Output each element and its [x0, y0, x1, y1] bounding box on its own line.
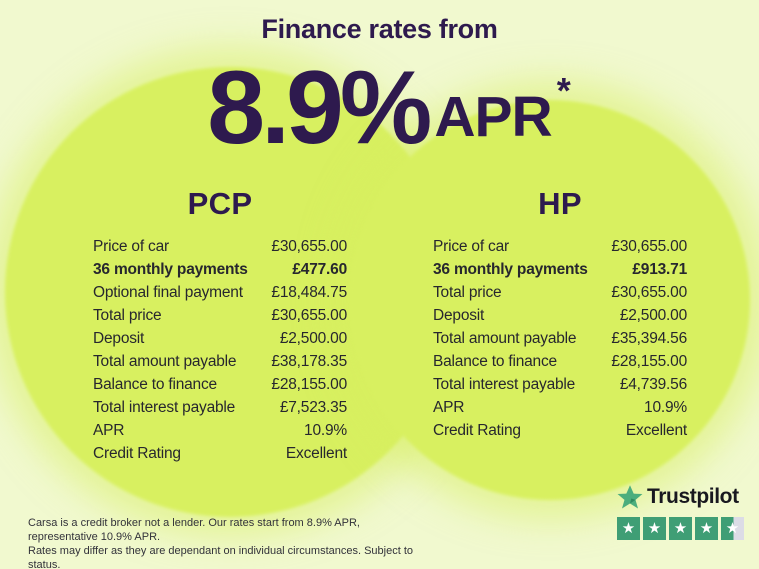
table-row — [433, 258, 687, 281]
row-value: £35,394.56 — [611, 330, 687, 347]
table-row — [93, 304, 347, 327]
row-label: 36 monthly payments — [93, 261, 248, 278]
pcp-table — [93, 186, 347, 465]
trustpilot-logo — [617, 484, 751, 510]
row-label: Total price — [93, 307, 162, 324]
trustpilot-widget[interactable] — [617, 484, 751, 540]
row-label: Total amount payable — [433, 330, 577, 347]
row-value: £477.60 — [292, 261, 347, 278]
disclaimer-line-2: Rates may differ as they are dependant on individual circumstances. Subject to status. — [28, 545, 414, 569]
table-row — [433, 373, 687, 396]
table-row — [93, 235, 347, 258]
trustpilot-star-icon — [617, 484, 643, 510]
table-row — [93, 419, 347, 442]
table-row — [93, 442, 347, 465]
table-row — [433, 304, 687, 327]
row-value: £18,484.75 — [271, 284, 347, 301]
row-label: Total amount payable — [93, 353, 237, 370]
row-value: £2,500.00 — [619, 307, 687, 324]
row-value: 10.9% — [644, 399, 687, 416]
row-value: £2,500.00 — [279, 330, 347, 347]
hp-table-rows — [433, 235, 687, 442]
row-value: £28,155.00 — [611, 353, 687, 370]
row-label: APR — [93, 422, 125, 439]
row-value: Excellent — [285, 445, 347, 462]
trustpilot-rating-stars — [617, 517, 751, 540]
trustpilot-star-box: ★ — [669, 517, 692, 540]
table-row — [93, 350, 347, 373]
row-value: £30,655.00 — [611, 284, 687, 301]
row-label: 36 monthly payments — [433, 261, 588, 278]
legal-disclaimer — [28, 516, 428, 569]
row-label: Price of car — [433, 238, 509, 255]
disclaimer-line-1: Carsa is a credit broker not a lender. Our rates start from 8.9% APR, representative 10.9% APR. — [28, 517, 360, 543]
row-label: Optional final payment — [93, 284, 243, 301]
pcp-table-title: PCP — [187, 186, 253, 221]
row-value: £30,655.00 — [271, 238, 347, 255]
table-row — [93, 281, 347, 304]
row-value: £28,155.00 — [271, 376, 347, 393]
row-label: Total interest payable — [433, 376, 576, 393]
table-row — [433, 235, 687, 258]
table-row — [93, 373, 347, 396]
row-label: Deposit — [93, 330, 145, 347]
trustpilot-star-box: ★ — [695, 517, 718, 540]
pcp-table-rows — [93, 235, 347, 465]
row-label: Balance to finance — [93, 376, 217, 393]
row-value: £913.71 — [632, 261, 687, 278]
table-row — [93, 258, 347, 281]
table-row — [433, 419, 687, 442]
row-label: Total interest payable — [93, 399, 236, 416]
headline-rate — [0, 50, 759, 166]
row-label: Deposit — [433, 307, 485, 324]
row-value: £30,655.00 — [271, 307, 347, 324]
row-label: APR — [433, 399, 465, 416]
table-row — [93, 396, 347, 419]
row-label: Balance to finance — [433, 353, 557, 370]
banner-title: Finance rates from — [261, 14, 498, 44]
row-value: 10.9% — [304, 422, 347, 439]
trustpilot-wordmark: Trustpilot — [647, 485, 739, 508]
table-row — [433, 350, 687, 373]
trustpilot-star-box: ★ — [643, 517, 666, 540]
row-label: Credit Rating — [93, 445, 181, 462]
table-row — [433, 327, 687, 350]
row-label: Price of car — [93, 238, 169, 255]
hp-table-title: HP — [538, 186, 582, 221]
trustpilot-star-box: ★ — [721, 517, 744, 540]
row-value: £4,739.56 — [619, 376, 687, 393]
rate-value: 8.9% — [207, 50, 429, 166]
row-value: £30,655.00 — [611, 238, 687, 255]
row-label: Credit Rating — [433, 422, 521, 439]
table-row — [433, 281, 687, 304]
table-row — [433, 396, 687, 419]
row-value: £7,523.35 — [279, 399, 347, 416]
hp-table — [433, 186, 687, 442]
row-value: £38,178.35 — [271, 353, 347, 370]
row-value: Excellent — [625, 422, 687, 439]
rate-asterisk: * — [556, 70, 571, 111]
rate-unit: APR — [434, 85, 552, 149]
table-row — [93, 327, 347, 350]
trustpilot-star-box: ★ — [617, 517, 640, 540]
row-label: Total price — [433, 284, 502, 301]
